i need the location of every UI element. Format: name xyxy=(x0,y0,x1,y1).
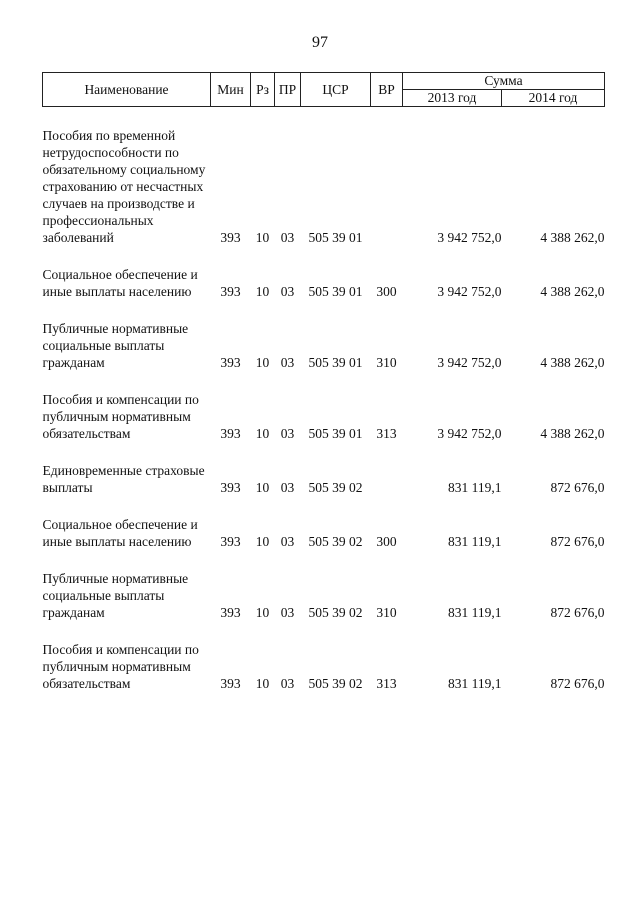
col-header-pr: ПР xyxy=(275,73,301,107)
cell-2014: 4 388 262,0 xyxy=(540,284,605,299)
cell-name: Социальное обеспечение и иные выплаты населению xyxy=(42,517,198,549)
cell-2013: 831 119,1 xyxy=(448,480,502,495)
table-row xyxy=(43,641,605,692)
table-row xyxy=(43,462,605,496)
row-spacer-cell xyxy=(43,371,605,391)
table-row xyxy=(43,127,605,246)
cell-pr: 03 xyxy=(280,284,295,299)
cell-2013: 3 942 752,0 xyxy=(437,284,502,299)
cell-pr: 03 xyxy=(280,480,295,495)
cell-pr: 03 xyxy=(280,426,295,441)
col-header-vr: ВР xyxy=(371,73,403,107)
cell-2013: 3 942 752,0 xyxy=(437,355,502,370)
cell-min: 393 xyxy=(220,230,241,245)
cell-rz: 10 xyxy=(255,230,270,245)
cell-min: 393 xyxy=(220,480,241,495)
table-body xyxy=(43,107,605,693)
cell-2013: 3 942 752,0 xyxy=(437,426,502,441)
row-spacer-cell xyxy=(43,442,605,462)
cell-csr: 505 39 02 xyxy=(308,605,363,620)
cell-2013: 3 942 752,0 xyxy=(437,230,502,245)
cell-vr xyxy=(371,462,403,496)
cell-vr: 300 xyxy=(376,284,397,299)
row-spacer xyxy=(43,246,605,266)
row-spacer-cell xyxy=(43,496,605,516)
cell-2014: 872 676,0 xyxy=(550,605,605,620)
table-row xyxy=(43,266,605,300)
cell-vr: 310 xyxy=(376,605,397,620)
cell-csr: 505 39 01 xyxy=(308,284,363,299)
cell-pr: 03 xyxy=(280,230,295,245)
table-row xyxy=(43,570,605,621)
cell-rz: 10 xyxy=(255,676,270,691)
cell-2014: 4 388 262,0 xyxy=(540,230,605,245)
row-spacer xyxy=(43,442,605,462)
cell-csr: 505 39 01 xyxy=(308,426,363,441)
row-spacer-cell xyxy=(43,107,605,128)
col-header-sum: Сумма xyxy=(403,73,605,90)
table-row xyxy=(43,391,605,442)
row-spacer xyxy=(43,621,605,641)
table-row xyxy=(43,516,605,550)
budget-table xyxy=(42,72,605,692)
cell-name: Публичные нормативные социальные выплаты гражданам xyxy=(42,571,189,620)
page-number: 97 xyxy=(312,34,328,51)
cell-rz: 10 xyxy=(255,284,270,299)
cell-min: 393 xyxy=(220,355,241,370)
cell-csr: 505 39 01 xyxy=(308,230,363,245)
cell-vr: 313 xyxy=(376,426,397,441)
cell-pr: 03 xyxy=(280,605,295,620)
cell-rz: 10 xyxy=(255,355,270,370)
table-header xyxy=(43,73,605,107)
row-spacer-cell xyxy=(43,300,605,320)
row-spacer-cell xyxy=(43,550,605,570)
cell-name: Пособия и компенсации по публичным нормативным обязательствам xyxy=(42,642,199,691)
row-spacer xyxy=(43,496,605,516)
cell-pr: 03 xyxy=(280,355,295,370)
table-row xyxy=(43,320,605,371)
cell-csr: 505 39 02 xyxy=(308,676,363,691)
cell-2014: 872 676,0 xyxy=(550,676,605,691)
cell-name: Публичные нормативные социальные выплаты гражданам xyxy=(42,321,189,370)
cell-2013: 831 119,1 xyxy=(448,534,502,549)
cell-2014: 872 676,0 xyxy=(550,534,605,549)
cell-csr: 505 39 02 xyxy=(308,534,363,549)
cell-name: Пособия по временной нетрудоспособности по обязательному социальному страхованию от несчастных случаев на производстве и профессиональных заболеваний xyxy=(42,128,206,245)
cell-2013: 831 119,1 xyxy=(448,605,502,620)
cell-2014: 872 676,0 xyxy=(550,480,605,495)
cell-2014: 4 388 262,0 xyxy=(540,426,605,441)
col-header-2014: 2014 год xyxy=(502,90,605,107)
col-header-name: Наименование xyxy=(43,73,211,107)
row-spacer xyxy=(43,107,605,128)
cell-name: Единовременные страховые выплаты xyxy=(42,463,205,495)
cell-min: 393 xyxy=(220,284,241,299)
cell-rz: 10 xyxy=(255,605,270,620)
col-header-csr: ЦСР xyxy=(301,73,371,107)
cell-csr: 505 39 02 xyxy=(308,480,363,495)
cell-pr: 03 xyxy=(280,534,295,549)
cell-min: 393 xyxy=(220,676,241,691)
row-spacer xyxy=(43,371,605,391)
cell-2013: 831 119,1 xyxy=(448,676,502,691)
cell-rz: 10 xyxy=(255,534,270,549)
cell-name: Социальное обеспечение и иные выплаты населению xyxy=(42,267,198,299)
row-spacer xyxy=(43,550,605,570)
row-spacer-cell xyxy=(43,246,605,266)
cell-name: Пособия и компенсации по публичным нормативным обязательствам xyxy=(42,392,199,441)
cell-csr: 505 39 01 xyxy=(308,355,363,370)
cell-min: 393 xyxy=(220,605,241,620)
cell-2014: 4 388 262,0 xyxy=(540,355,605,370)
cell-rz: 10 xyxy=(255,480,270,495)
cell-min: 393 xyxy=(220,426,241,441)
row-spacer-cell xyxy=(43,621,605,641)
cell-vr: 300 xyxy=(376,534,397,549)
cell-vr xyxy=(371,127,403,246)
col-header-min: Мин xyxy=(211,73,251,107)
cell-vr: 310 xyxy=(376,355,397,370)
row-spacer xyxy=(43,300,605,320)
col-header-2013: 2013 год xyxy=(403,90,502,107)
cell-min: 393 xyxy=(220,534,241,549)
cell-vr: 313 xyxy=(376,676,397,691)
cell-pr: 03 xyxy=(280,676,295,691)
cell-rz: 10 xyxy=(255,426,270,441)
col-header-rz: Рз xyxy=(251,73,275,107)
